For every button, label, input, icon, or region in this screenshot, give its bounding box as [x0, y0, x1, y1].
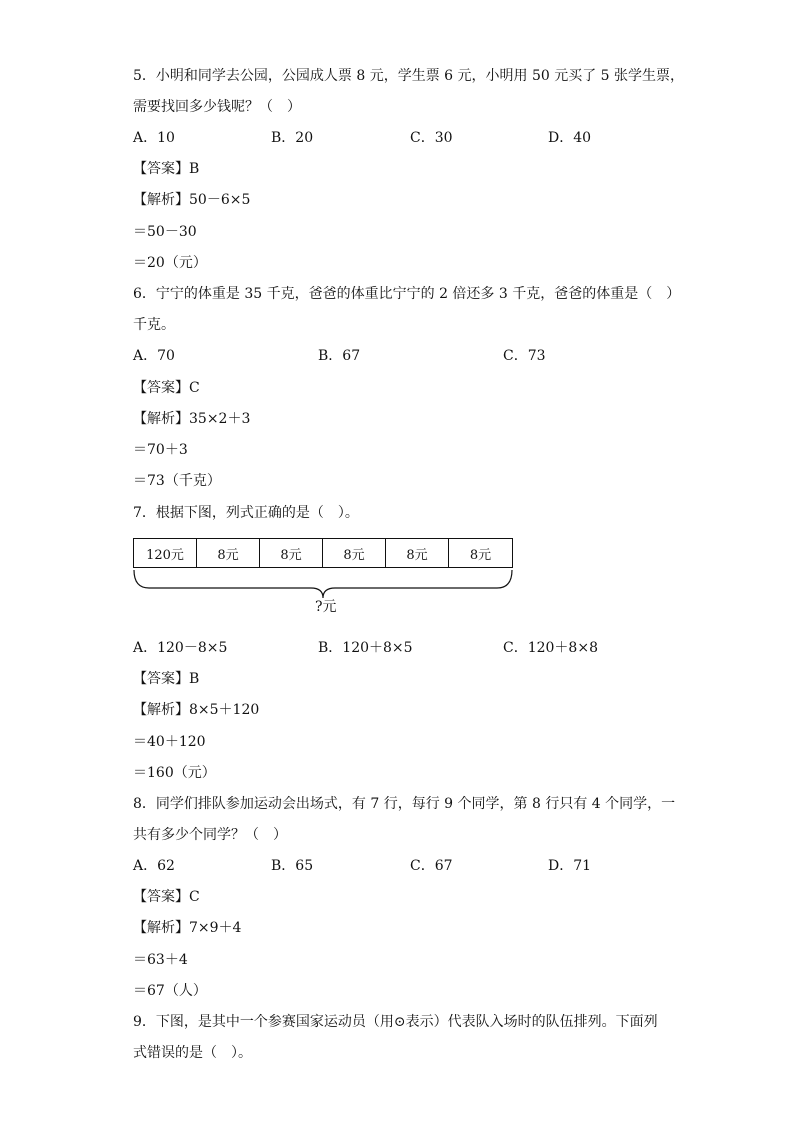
q8-analysis-2: ＝63＋4: [133, 952, 188, 968]
q7-answer: 【答案】B: [133, 671, 200, 687]
q5-option-b: B．20: [271, 130, 314, 146]
q7-option-a: A．120－8×5: [133, 640, 228, 656]
q5-stem-line1: 5．小明和同学去公园，公园成人票 8 元，学生票 6 元，小明用 50 元买了 5 张学生票，: [133, 68, 685, 84]
q5-option-a: A．10: [133, 130, 175, 146]
q9-stem-line2: 式错误的是（ ）。: [133, 1045, 252, 1061]
q8-analysis-3: ＝67（人）: [133, 983, 207, 999]
segment-row: [133, 538, 513, 568]
q8-option-a: A．62: [133, 858, 175, 874]
q7-option-b: B．120＋8×5: [318, 640, 413, 656]
q6-stem-line1: 6．宁宁的体重是 35 千克，爸爸的体重比宁宁的 2 倍还多 3 千克，爸爸的体重是（ ）: [133, 286, 681, 302]
q8-option-c: C．67: [410, 858, 453, 874]
q5-stem-line2: 需要找回多少钱呢？（ ）: [133, 99, 301, 115]
q5-option-c: C．30: [410, 130, 453, 146]
q8-analysis-1: 【解析】7×9＋4: [133, 920, 242, 936]
q7-segment-diagram: [133, 538, 513, 615]
q8-option-b: B．65: [271, 858, 314, 874]
q5-option-d: D．40: [548, 130, 592, 146]
q9-stem-line1: 9．下图，是其中一个参赛国家运动员（用⊙表示）代表队入场时的队伍排列。下面列: [133, 1014, 658, 1030]
segment-cell: 8元: [197, 539, 260, 567]
q6-analysis-1: 【解析】35×2＋3: [133, 411, 251, 427]
segment-cell: 8元: [323, 539, 386, 567]
segment-cell: 120元: [134, 539, 197, 567]
q7-analysis-3: ＝160（元）: [133, 765, 216, 781]
total-label: ?元: [315, 599, 337, 615]
q8-option-d: D．71: [548, 858, 592, 874]
q8-stem-line1: 8．同学们排队参加运动会出场式，有 7 行，每行 9 个同学，第 8 行只有 4 个同学，一: [133, 796, 676, 812]
q7-stem-line1: 7．根据下图，列式正确的是（ ）。: [133, 505, 359, 521]
q7-option-c: C．120＋8×8: [503, 640, 598, 656]
total-brace: [133, 568, 515, 598]
q6-option-b: B．67: [318, 348, 361, 364]
q5-answer: 【答案】B: [133, 161, 200, 177]
q5-analysis-2: ＝50－30: [133, 224, 197, 240]
q8-answer: 【答案】C: [133, 889, 200, 905]
segment-cell: 8元: [469, 547, 492, 563]
q6-analysis-2: ＝70＋3: [133, 442, 188, 458]
q6-option-c: C．73: [503, 348, 546, 364]
q5-analysis-3: ＝20（元）: [133, 255, 207, 271]
q7-analysis-2: ＝40＋120: [133, 734, 206, 750]
q6-stem-line2: 千克。: [133, 317, 175, 333]
q6-answer: 【答案】C: [133, 380, 200, 396]
q7-analysis-1: 【解析】8×5＋120: [133, 702, 260, 718]
segment-cell: 8元: [386, 539, 449, 567]
q6-option-a: A．70: [133, 348, 175, 364]
q5-analysis-1: 【解析】50－6×5: [133, 192, 251, 208]
q6-analysis-3: ＝73（千克）: [133, 473, 221, 489]
q8-stem-line2: 共有多少个同学？（ ）: [133, 827, 287, 843]
segment-cell: 8元: [260, 539, 323, 567]
